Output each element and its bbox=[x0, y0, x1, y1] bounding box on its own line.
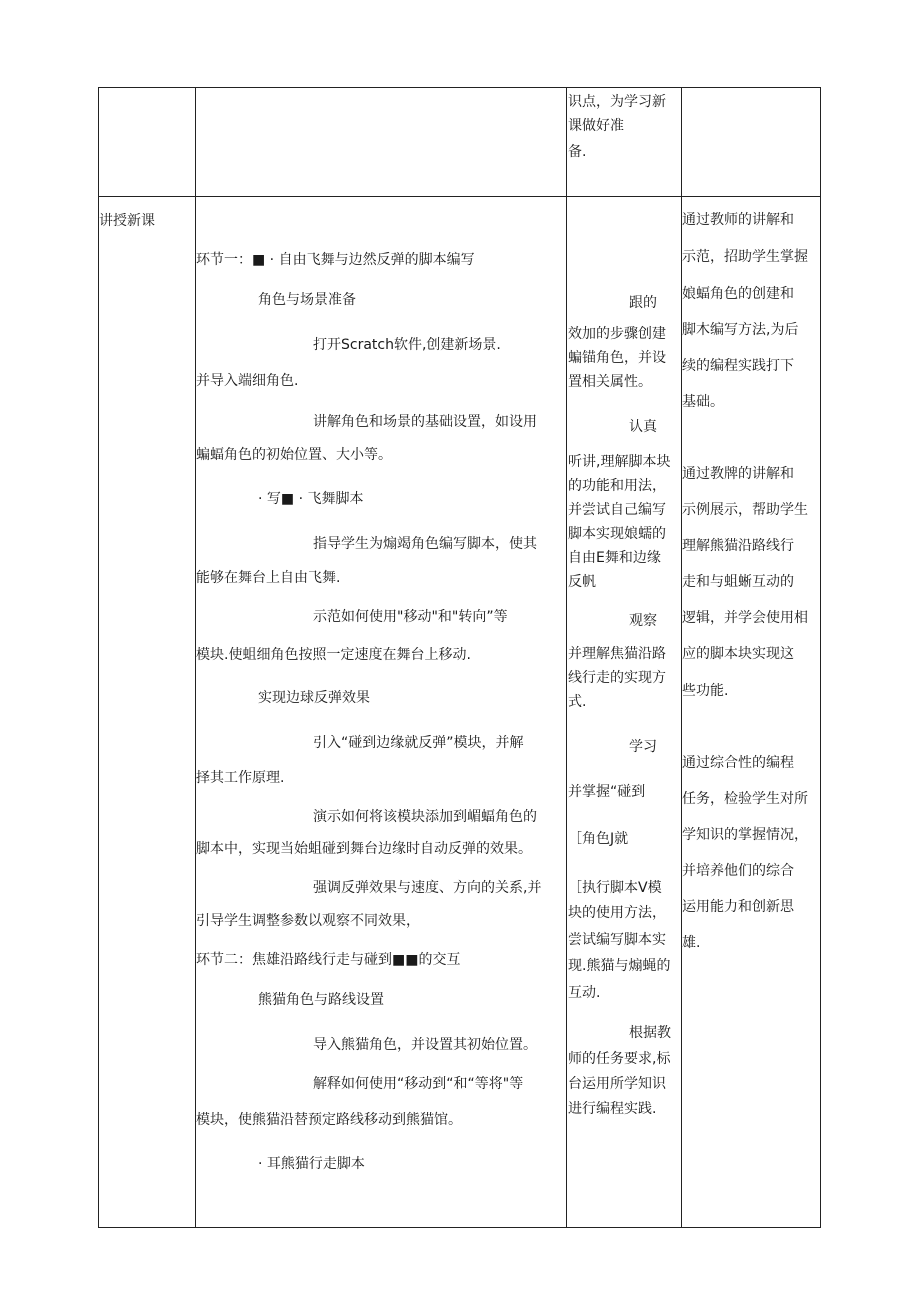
content-line: 蝙蝠角色的初始位置、大小等。 bbox=[196, 447, 392, 463]
activity-line: ［执行脚本V模 bbox=[568, 880, 662, 896]
table-col-divider-2 bbox=[566, 87, 567, 1228]
table-border-top bbox=[98, 87, 821, 88]
intent-line: 雄. bbox=[682, 935, 701, 951]
content-line: 强调反弹效果与速度、方向的关系,并 bbox=[313, 880, 542, 896]
activity-line: 现.熊猫与煽蝇的 bbox=[568, 958, 671, 974]
content-line: 打开Scratch软件,创建新场景. bbox=[313, 337, 501, 353]
content-line: 熊猫角色与路线设置 bbox=[258, 992, 384, 1008]
table-border-right bbox=[820, 87, 821, 1228]
intent-line: 娘蝠角色的创建和 bbox=[682, 286, 794, 302]
activity-line: 效加的步骤创建 bbox=[568, 326, 666, 342]
top-activity-line: 识点，为学习新 bbox=[568, 94, 666, 110]
intent-line: 应的脚本块实现这 bbox=[682, 646, 794, 662]
activity-line: 置相关属性。 bbox=[568, 374, 652, 390]
activity-line: 进行编程实践. bbox=[568, 1101, 657, 1117]
table-row-divider bbox=[98, 196, 821, 197]
intent-line: 些功能. bbox=[682, 683, 729, 699]
content-line: 角色与场景准备 bbox=[258, 292, 356, 308]
top-activity-line: 备. bbox=[568, 144, 587, 160]
activity-line: 并尝试自己编写 bbox=[568, 502, 666, 518]
content-line: 脚本中，实现当始蛆碰到舞台边缘时自动反弹的效果。 bbox=[196, 841, 532, 857]
content-line: 讲解角色和场景的基础设置，如设用 bbox=[313, 414, 537, 430]
activity-line: 自由E舞和边缘 bbox=[568, 550, 661, 566]
intent-line: 逻辑，并学会使用相 bbox=[682, 610, 808, 626]
activity-line: 并理解焦猫沿路 bbox=[568, 646, 666, 662]
content-line: 模块.使蛆细角色按照一定速度在舞台上移动. bbox=[196, 647, 471, 663]
activity-line: 师的任务要求,标 bbox=[568, 1051, 671, 1067]
content-line: 指导学生为煽竭角色编写脚本，使其 bbox=[313, 536, 537, 552]
intent-line: 任务，检验学生对所 bbox=[682, 791, 808, 807]
content-line: 示范如何使用"移动"和"转向”等 bbox=[313, 609, 508, 625]
content-line: 环节一：■ · 自由飞舞与边然反弹的脚本编写 bbox=[196, 252, 475, 268]
activity-line: 并掌握“碰到 bbox=[568, 784, 646, 800]
intent-line: 通过教牌的讲解和 bbox=[682, 466, 794, 482]
activity-line: 认真 bbox=[629, 419, 657, 435]
content-line: 演示如何将该模块添加到嵋蝠角色的 bbox=[313, 809, 537, 825]
intent-line: 续的编程实践打下 bbox=[682, 358, 794, 374]
intent-line: 基础。 bbox=[682, 394, 724, 410]
activity-line: 式. bbox=[568, 694, 587, 710]
table-border-bottom bbox=[98, 1227, 821, 1228]
intent-line: 学知识的掌握情况， bbox=[682, 827, 808, 843]
intent-line: 通过综合性的编程 bbox=[682, 755, 794, 771]
activity-line: 台运用所学知识 bbox=[568, 1076, 666, 1092]
intent-line: 运用能力和创新思 bbox=[682, 899, 794, 915]
activity-line: 学习 bbox=[629, 739, 657, 755]
stage-label: 讲授新课 bbox=[99, 213, 155, 229]
content-line: 引导学生调整参数以观察不同效果， bbox=[196, 913, 420, 929]
content-line: · 写■ · 飞舞脚本 bbox=[258, 491, 364, 507]
content-line: 择其工作原理. bbox=[196, 770, 285, 786]
top-activity-line: 课做好准 bbox=[568, 118, 624, 134]
activity-line: 蝙锚角色，并设 bbox=[568, 350, 666, 366]
activity-line: 反帆 bbox=[568, 574, 596, 590]
content-line: 并导入端细角色. bbox=[196, 373, 299, 389]
activity-line: 线行走的实现方 bbox=[568, 670, 666, 686]
content-line: 模块，使熊猫沿替预定路线移动到熊猫馆。 bbox=[196, 1112, 462, 1128]
intent-line: 走和与蛆蜥互动的 bbox=[682, 574, 794, 590]
activity-line: 互动. bbox=[568, 985, 601, 1001]
content-line: 解释如何使用“移动到“和“等将"等 bbox=[313, 1076, 524, 1092]
content-line: 导入熊猫角色，并设置其初始位置。 bbox=[313, 1037, 537, 1053]
activity-line: 脚本实现娘蠕的 bbox=[568, 526, 666, 542]
activity-line: 块的使用方法， bbox=[568, 905, 666, 921]
intent-line: 并培养他们的综合 bbox=[682, 863, 794, 879]
content-line: 环节二：焦雄沿路线行走与碰到■■的交互 bbox=[196, 952, 461, 968]
table-border-left bbox=[98, 87, 99, 1228]
intent-line: 示例展示，帮助学生 bbox=[682, 502, 808, 518]
content-line: 实现边球反弹效果 bbox=[258, 690, 370, 706]
content-line: · 耳熊猫行走脚本 bbox=[258, 1156, 365, 1172]
activity-line: 尝试编写脚本实 bbox=[568, 932, 666, 948]
intent-line: 脚木编写方法,为后 bbox=[682, 322, 799, 338]
activity-line: 观察 bbox=[629, 613, 657, 629]
content-line: 能够在舞台上自由飞舞. bbox=[196, 570, 341, 586]
activity-line: 根据教 bbox=[629, 1025, 671, 1041]
activity-line: 跟的 bbox=[629, 295, 657, 311]
activity-line: ［角色J就 bbox=[568, 831, 629, 847]
intent-line: 示范，招助学生掌握 bbox=[682, 249, 808, 265]
intent-line: 通过教师的讲解和 bbox=[682, 212, 794, 228]
content-line: 引入“碰到边缘就反弹”模块，并解 bbox=[313, 735, 524, 751]
activity-line: 的功能和用法， bbox=[568, 478, 666, 494]
activity-line: 听讲,理解脚本块 bbox=[568, 454, 671, 470]
intent-line: 理解熊猫沿路线行 bbox=[682, 538, 794, 554]
